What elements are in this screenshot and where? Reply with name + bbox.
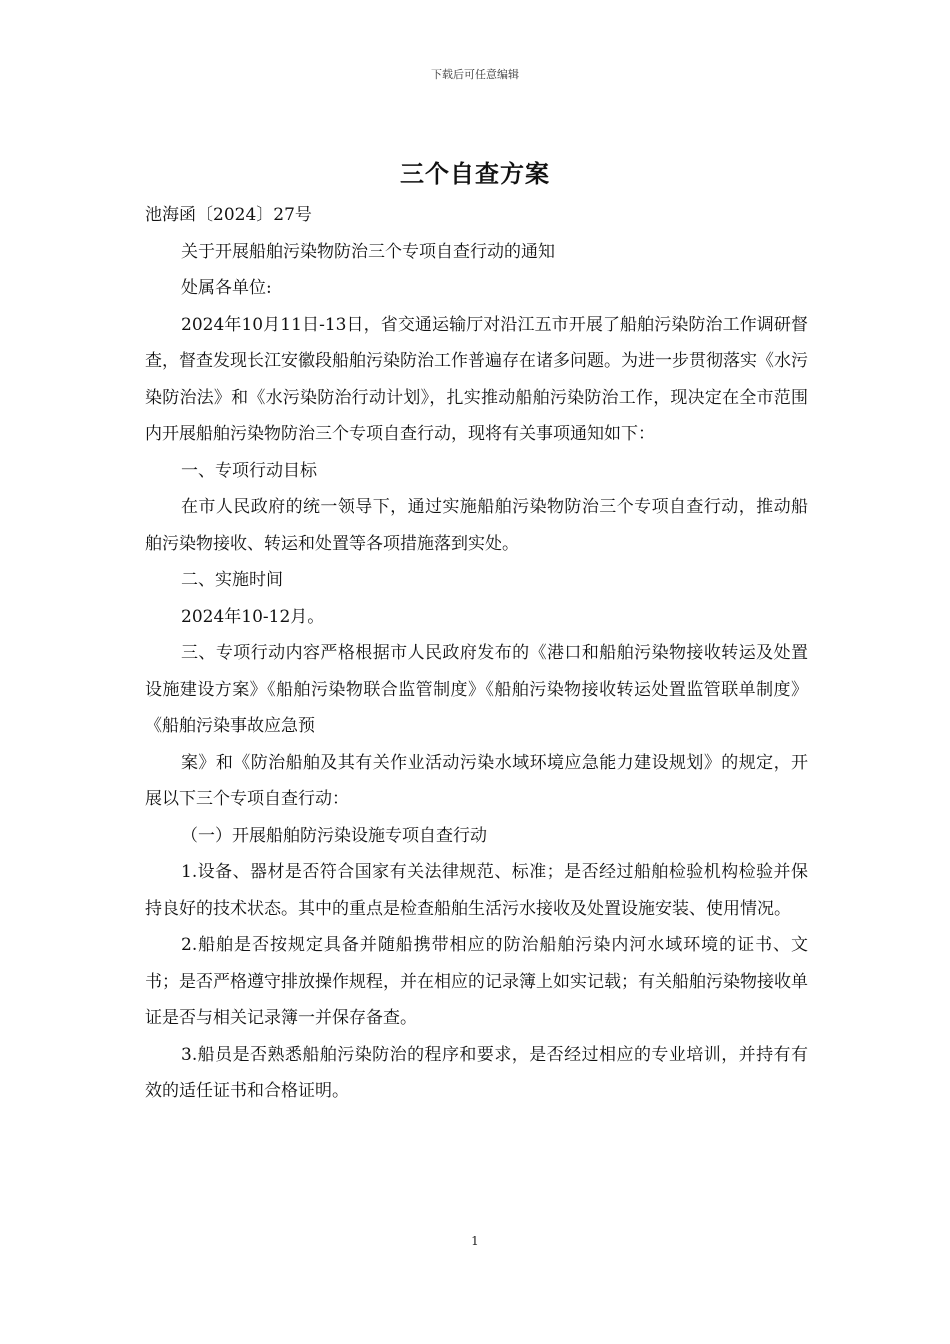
page-header-note: 下载后可任意编辑 [431,68,519,81]
section-3-text-b: 案》和《防治船舶及其有关作业活动污染水域环境应急能力建设规划》的规定，开展以下三个专项自查行动： [145,752,808,809]
section-1-heading: 一、专项行动目标 [181,460,317,481]
section-2-text: 2024年10-12月。 [181,606,325,627]
doc-number: 池海函〔2024〕27号 [145,205,312,225]
section-1-text: 在市人民政府的统一领导下，通过实施船舶污染物防治三个专项自查行动，推动船舶污染物接收、转运和处置等各项措施落到实处。 [145,497,808,554]
addressee: 处属各单位: [181,278,272,298]
intro-paragraph: 2024年10月11日-13日，省交通运输厅对沿江五市开展了船舶污染防治工作调研督查，督查发现长江安徽段船舶污染防治工作普遍存在诸多问题。为进一步贯彻落实《水污染防治法》和《水污染防治行动计划》，扎实推动船舶污染防治工作，现决定在全市范围内开展船舶污染物防治三个专项自查行动，现将有关事项通知如下： [145,314,808,444]
section-3-text-a: 三、专项行动内容严格根据市人民政府发布的《港口和船舶污染物接收转运及处置设施建设方案》《船舶污染物联合监管制度》《船舶污染物接收转运处置监管联单制度》《船舶污染事故应急预 [145,643,808,736]
item-3: 3.船员是否熟悉船舶污染防治的程序和要求，是否经过相应的专业培训，并持有有效的适任证书和合格证明。 [145,1044,808,1101]
subsection-1-heading: （一）开展船舶防污染设施专项自查行动 [181,825,487,846]
page-number: 1 [471,1234,479,1248]
item-2: 2.船舶是否按规定具备并随船携带相应的防治船舶污染内河水域环境的证书、文书；是否严格遵守排放操作规程，并在相应的记录簿上如实记载；有关船舶污染物接收单证是否与相关记录簿一并保存备查。 [145,935,808,1028]
document-title: 三个自查方案 [400,160,550,188]
item-1: 1.设备、器材是否符合国家有关法律规范、标准；是否经过船舶检验机构检验并保持良好的技术状态。其中的重点是检查船舶生活污水接收及处置设施安装、使用情况。 [145,862,808,919]
section-2-heading: 二、实施时间 [181,570,283,590]
document-body [145,197,808,1110]
notice-title: 关于开展船舶污染物防治三个专项自查行动的通知 [181,241,555,262]
